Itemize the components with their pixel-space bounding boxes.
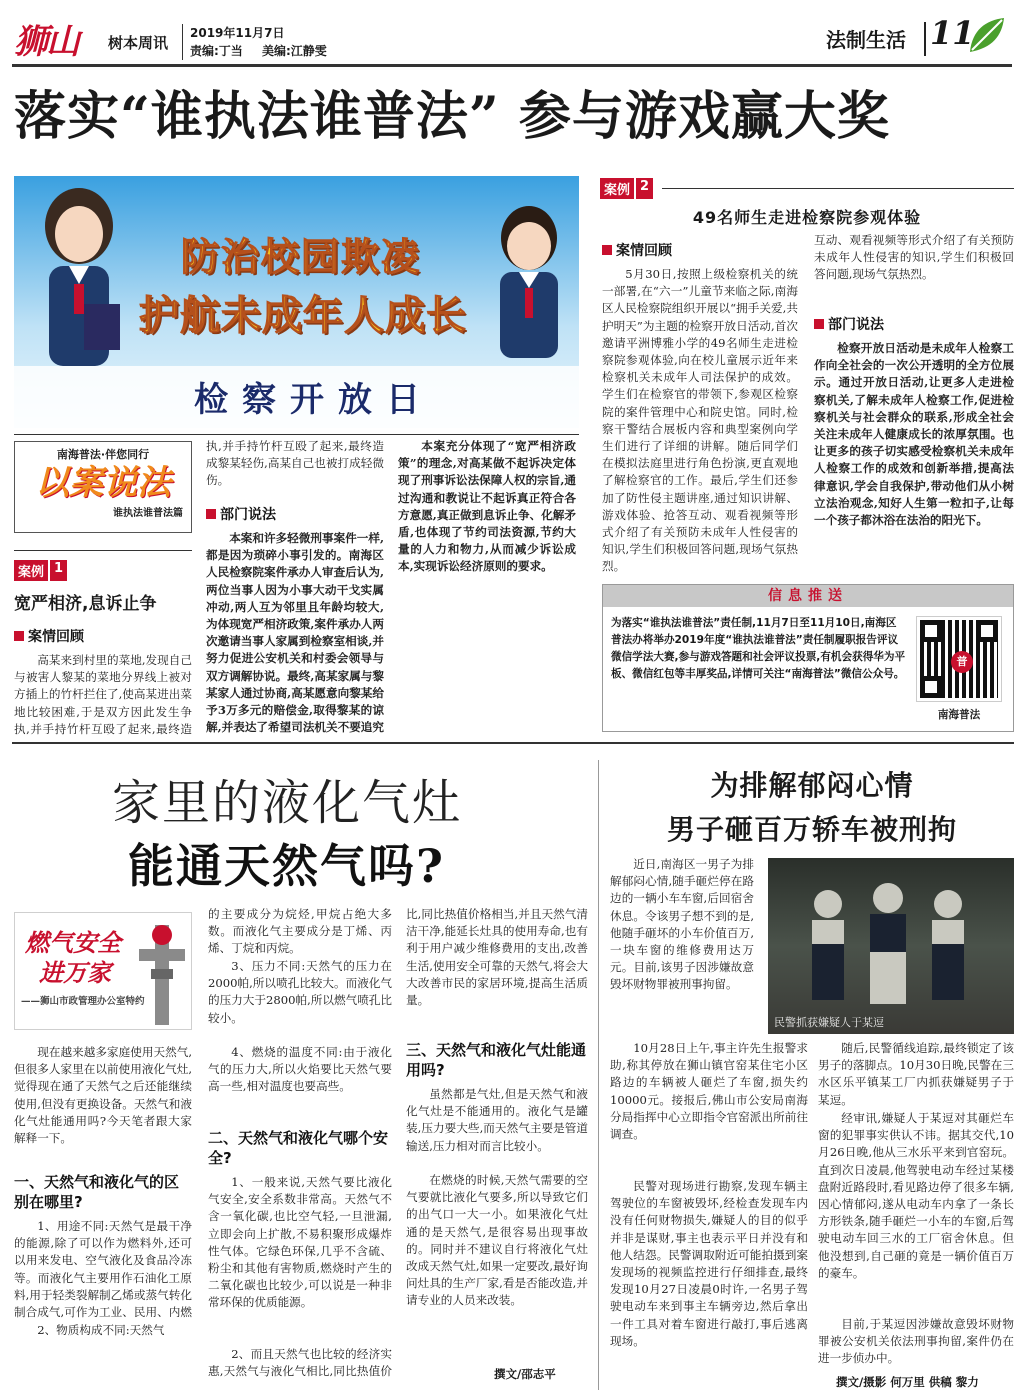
qr-center-badge: 普 (951, 651, 973, 673)
gas-pipe-icon (133, 919, 191, 1027)
case2-col-1 (602, 232, 798, 594)
main-headline: 落实“谁执法谁普法” 参与游戏赢大奖 (14, 86, 890, 147)
case1-col-3 (398, 438, 576, 730)
car-p3: 民警对现场进行勘察,发现车辆主驾驶位的车窗被毁坏,经检查发现车内没有任何财物损失,嫌疑人的目的似乎并非是谋财,事主也表示平日并没有和他人结怨。民警调取附近可能拍摄到案发现场的视频监控进行仔细排查,最终发现10月27日凌晨0时许,一名男子驾驶电动车来到事主车辆旁边,然后拿出一件工具对着车窗进行敲打,事后逃离现场。 (610, 1179, 808, 1348)
editor-credit: 责编:丁当 (190, 44, 243, 58)
gas-byline: 撰文/邵志平 (494, 1367, 556, 1381)
gas-p6: 2、而且天然气也比较的经济实惠,天然气与液化气相比,同比热值价 (208, 1347, 392, 1379)
case1-dept-heading: 部门说法 (220, 507, 276, 523)
gas-logo-line-1: 燃气安全 (25, 929, 121, 957)
gas-title-1: 家里的液化气灶 (112, 775, 463, 831)
issue-date: 2019年11月7日 (190, 26, 285, 40)
car-byline: 撰文/摄影 何万里 供稿 黎力 (836, 1375, 979, 1389)
car-p6: 目前,于某逗因涉嫌故意毁坏财物罪被公安机关依法刑事拘留,案件仍在进一步侦办中。 (818, 1317, 1014, 1366)
gas-heading-2: 二、天然气和液化气哪个安全? (208, 1129, 389, 1167)
gas-p1: 1、用途不同:天然气是最干净的能源,除了可以作为燃料外,还可以用来发电、空气液化及食品冷冻等。而液化气主要用作石油化工原料,用于轻类裂解制乙烯或蒸气转化制合成气,可作为工业、民用、内燃 (14, 1219, 192, 1320)
case2-dept-heading: 部门说法 (828, 317, 884, 333)
qr-code[interactable] (917, 617, 1001, 701)
car-p2: 10月28日上午,事主许先生报警求助,称其停放在狮山镇官窑某住宅小区路边的车辆被人砸烂了车窗,损失约10000元。接报后,佛山市公安局南海分局指挥中心立即指令官窑派出所前往调查。 (610, 1041, 808, 1142)
car-p4: 随后,民警循线追踪,最终锁定了该男子的落脚点。10月30日晚,民警在三水区乐平镇某工厂内抓获嫌疑男子于某逗。 (818, 1041, 1014, 1107)
car-p1: 近日,南海区一男子为排解郁闷心情,随手砸烂停在路边的一辆小车车窗,后回宿舍休息。令该男子想不到的是,他随手砸坏的小车价值百万,一块车窗的维修费用达万元。目前,该男子因涉嫌故意毁坏财物罪被刑事拘留。 (610, 857, 754, 992)
car-title-2: 男子砸百万轿车被刑拘 (666, 813, 957, 846)
arrest-photo (768, 858, 1014, 1034)
case1-col-2: 执,并手持竹杆互殴了起来,最终造成黎某轻伤,高某自己也被打成轻微伤。 部门说法 本案和许多轻微刑事案件一样,都是因为琐碎小事引发的。南海区人民检察院案件承办人审查后认为,两位当事人因为小事大动干戈实属冲动,两人互为邻里且年龄均较大,为体现宽严相济政策,案件承办人两次邀请当事人家属到检察室相谈,并努力促进公安机关和村委会领导与双方调解协说。最终,高某家属与黎某家人通过协商,高某愿意向黎某给予3万多元的赔偿金,取得黎某的谅解,并表达了希望司法机关不要追究 (206, 439, 384, 735)
case2-tag: 案例 2 (600, 178, 653, 199)
case2-header (600, 178, 1014, 228)
gas-p3: 3、压力不同:天然气的压力在2000帕,所以喷孔比较大。而液化气的压力大于2800帕,所以燃气喷孔比较小。 (208, 959, 392, 1025)
gas-p5: 1、一般来说,天然气要比液化气安全,安全系数非常高。天然气不含一氧化碳,也比空气轻,一旦泄漏,立即会向上扩散,不易积聚形成爆炸性气体。它绿色环保,几乎不含硫、粉尘和其他有害物质,燃烧时产生的二氧化碳也比较少,可以说是一种非常环保的优质能源。 (208, 1175, 392, 1310)
page-number: 11 (930, 14, 975, 52)
car-col-lead (610, 856, 754, 1062)
gas-safety-logo (14, 912, 192, 1030)
paper-logo: 狮山 (14, 22, 78, 62)
gas-col-2: 的主要成分为烷烃,甲烷占绝大多数。而液化气主要成分是丁烯、丙烯、丁烷和丙烷。 3、压力不同:天然气的压力在2000帕,所以喷孔比较大。而液化气的压力大于2800帕,所以燃气喷孔比较小。 4、燃烧的温度不同:由于液化气的压力大,所以火焰要比天然气要高一些,相对温度也要高些。 二、天然气和液化气哪个安全? 1、一般来说,天然气要比液化气安全,安全系数非常高。天然气不含一氧化碳,也比空气轻,一旦泄漏,立即会向上扩散,不易积聚形成爆炸性气体。它绿色环保,几乎不含硫、粉尘和其他有害物质,燃烧时产生的二氧化碳也比较少,可以说是一种非常环保的优质能源。 2、而且天然气也比较的经济实惠,天然气与液化气相比,同比热值价 (208, 907, 392, 1379)
gas-intro: 现在越来越多家庭使用天然气,但很多人家里在以前使用液化气灶,觉得现在通了天然气之后还能继续使用,但没有更换设备。天然气和液化气灶能通用吗?今天笔者跟大家解释一下。 (14, 1045, 192, 1146)
case1-col-1 (14, 560, 192, 738)
column-logo-top: 南海普法·伴您同行 (56, 448, 150, 461)
case1-review-text: 高某来到村里的菜地,发现自己与被害人黎某的菜地分界线上被对方插上的竹杆拦住了,使高某进出菜地比较困难,于是双方因此发生争执,并手持竹杆互殴了起来,最终造 (14, 653, 192, 736)
leaf-icon (966, 14, 1008, 56)
masthead (0, 0, 1024, 72)
gas-p7: 虽然都是气灶,但是天然气和液化气灶是不能通用的。液化气是罐装,压力要大些,而天然气主要是管道输送,压力相对而言比较小。 (406, 1087, 588, 1153)
open-day-banner (14, 176, 579, 428)
car-col-1 (610, 1040, 808, 1368)
banner-line-1: 防治校园欺凌 (180, 234, 421, 279)
info-push-heading: 信息推送 (603, 585, 1013, 607)
case2-review-heading: 案情回顾 (616, 243, 672, 259)
gas-logo-sub: ——狮山市政管理办公室特约 (21, 996, 145, 1007)
case1-title: 宽严相济,息诉止争 (14, 594, 157, 614)
qr-caption: 南海普法 (937, 709, 981, 721)
gas-col-3: 比,同比热值价格相当,并且天然气清洁干净,能延长灶具的使用寿命,也有利于用户减少维修费用的支出,改善生活,使用安全可靠的天然气,将会大大改善市民的家居环境,提高生活质量。 三、天然气和液化气灶能通用吗? 虽然都是气灶,但是天然气和液化气灶是不能通用的。液化气是罐装,压力要大些,而天然气主要是管道输送,压力相对而言比较小。 在燃烧的时候,天然气需要的空气要就比液化气要多,所以导致它们的出气口一大一小。如果液化气灶通的是天然气,是很容易出现事故的。同时并不建议自行将液化气灶改成天然气灶,如果一定要改,最好询问灶具的生产厂家,看是否能改造,并请专业的人员来改装。 (406, 906, 588, 1344)
banner-line-2: 护航未成年人成长 (139, 292, 467, 339)
car-col-2 (818, 1040, 1014, 1368)
info-push-box (602, 584, 1014, 732)
gas-col-1: 现在越来越多家庭使用天然气,但很多人家里在以前使用液化气灶,觉得现在通了天然气之后还能继续使用,但没有更换设备。天然气和液化气灶能通用吗?今天笔者跟大家解释一下。 一、天然气和液化气的区别在哪里? 1、用途不同:天然气是最干净的能源,除了可以作为燃料外,还可以用来发电、空气液化及食品冷冻等。而液化气主要用作石油化工原料,用于轻类裂解制乙烯或蒸气转化制合成气,可作为工业、民用、内燃 2、物质构成不同:天然气 (14, 1045, 192, 1337)
gas-logo-line-2: 进万家 (39, 959, 111, 987)
gas-p8: 在燃烧的时候,天然气需要的空气要就比液化气要多,所以导致它们的出气口一大一小。如果液化气灶通的是天然气,是很容易出现事故的。同时并不建议自行将液化气灶改成天然气灶,如果一定要改,最好询问灶具的生产厂家,看是否能改造,并请专业的人员来改装。 (406, 1173, 588, 1308)
column-logo-sub: 谁执法谁普法篇 (113, 508, 183, 519)
car-title-1: 为排解郁闷心情 (710, 769, 914, 802)
designer-credit: 美编:江静雯 (262, 44, 327, 58)
prosecutor-woman-illustration (24, 184, 134, 374)
case1-dept-text: 本案和许多轻微刑事案件一样,都是因为琐碎小事引发的。南海区人民检察院案件承办人审查后认为,两位当事人因为小事大动干戈实属冲动,两人互为邻里且年龄均较大,为体现宽严相济政策,案件承办人两次邀请当事人家属到检察室相谈,并努力促进公安机关和村委会领导与双方调解协说。最终,高某家属与黎某家人通过协商,高某愿意向黎某给予3万多元的赔偿金,取得黎某的谅解,并表达了希望司法机关不要追究 (206, 531, 384, 735)
case1-review-heading: 案情回顾 (28, 629, 84, 645)
case2-dept-text: 检察开放日活动是未成年人检察工作向全社会的一次公开透明的全方位展示。通过开放日活动,让更多人走进检察机关,了解未成年人检察工作,促进检察机关与社会群众的联系,形成全社会关注未成年人健康成长的浓厚氛围。也让更多的孩子切实感受检察机关未成年人检察工作的成效和创新举措,提高法律意识,学会自我保护,带动他们从小树立法治观念,知好人生第一粒扣子,让每一个孩子都沐浴在法治的阳光下。 (814, 341, 1014, 528)
column-logo-title: 以案说法 (35, 463, 171, 503)
police-figures-icon (778, 874, 1004, 1024)
column-logo (14, 441, 192, 533)
car-p5: 经审讯,嫌疑人于某逗对其砸烂车窗的犯罪事实供认不讳。据其交代,10月26日晚,他从三水乐平来到官窑玩。直到次日凌晨,他驾驶电动车经过某楼盘附近路段时,看见路边停了很多车辆,因心情郁闷,遂从电动车内拿了一条长方形铁条,随手砸烂一小车的车窗,后驾驶电动车回三水的工厂宿舍休息。但他没想到,自己砸的竟是一辆价值百万的豪车。 (818, 1111, 1014, 1280)
case2-review-text: 5月30日,按照上级检察机关的统一部署,在“六一”儿童节来临之际,南海区人民检察院组织开展以“拥手关爱,共护明天”为主题的检察开放日活动,首次邀请平洲博雅小学的49名师生走进检察院参观体验,向在校儿童展示近年来检察机关未成年人司法保护的成效。学生们在检察官的带领下,参观区检察院的案件管理中心和院史馆。同时,检察干警结合展板内容和典型案例向学生们进行了详细的讲解。随后同学们在模拟法庭里进行角色扮演,更直观地了解检察官的工作。最后,学生们还参加了防性侵主题讲座,通过知识讲解、游戏体验、抢答互动、观看视频等形式介绍了有关预防未成年人性侵害的知识,学生们积极回答问题,现场气氛热烈。 (602, 267, 798, 574)
case2-title: 49名师生走进检察院参观体验 (692, 208, 922, 227)
paper-name: 树本周讯 (108, 34, 169, 52)
gas-title-2: 能通天然气吗? (128, 839, 445, 893)
gas-heading-3: 三、天然气和液化气灶能通用吗? (406, 1041, 587, 1079)
banner-line-3: 检察开放日 (194, 380, 434, 420)
gas-heading-1: 一、天然气和液化气的区别在哪里? (14, 1173, 180, 1211)
section-name: 法制生活 (826, 28, 906, 52)
photo-caption: 民警抓获嫌疑人于某逗 (774, 1016, 884, 1029)
case1-dept-text-2: 本案充分体现了“宽严相济政策”的理念,对高某做不起诉决定体现了刑事诉讼法保障人权的宗旨,通过沟通和教说让不起诉真正符合各方意愿,真正做到息诉止争、化解矛盾,也体现了节约司法资源,节约大量的人力和物力,从而减少诉讼成本,实现诉讼经济原则的要求。 (398, 439, 576, 574)
case2-col-2: 互动、观看视频等形式介绍了有关预防未成年人性侵害的知识,学生们积极回答问题,现场气氛热烈。 部门说法 检察开放日活动是未成年人检察工作向全社会的一次公开透明的全方位展示。通过开放日活动,让更多人走进检察机关,了解未成年人检察工作,促进检察机关与社会群众的联系,形成全社会关注未成年人健康成长的浓厚氛围。也让更多的孩子切实感受检察机关未成年人检察工作的成效和创新举措,提高法律意识,学会自我保护,带动他们从小树立法治观念,知好人生第一粒扣子,让每一个孩子都沐浴在法治的阳光下。 (814, 232, 1014, 566)
case1-tag: 案例 1 (14, 560, 67, 581)
gas-p4: 4、燃烧的温度不同:由于液化气的压力大,所以火焰要比天然气要高一些,相对温度也要高些。 (208, 1045, 392, 1094)
info-push-text: 为落实“谁执法谁普法”责任制,11月7日至11月10日,南海区普法办将举办2019年度“谁执法谁普法”责任制履职报告评议微信学法大赛,参与游戏答题和社会评议投票,有机会获得华为平板、微信红包等丰厚奖品,详情可关注“南海普法”微信公众号。 (611, 617, 906, 680)
